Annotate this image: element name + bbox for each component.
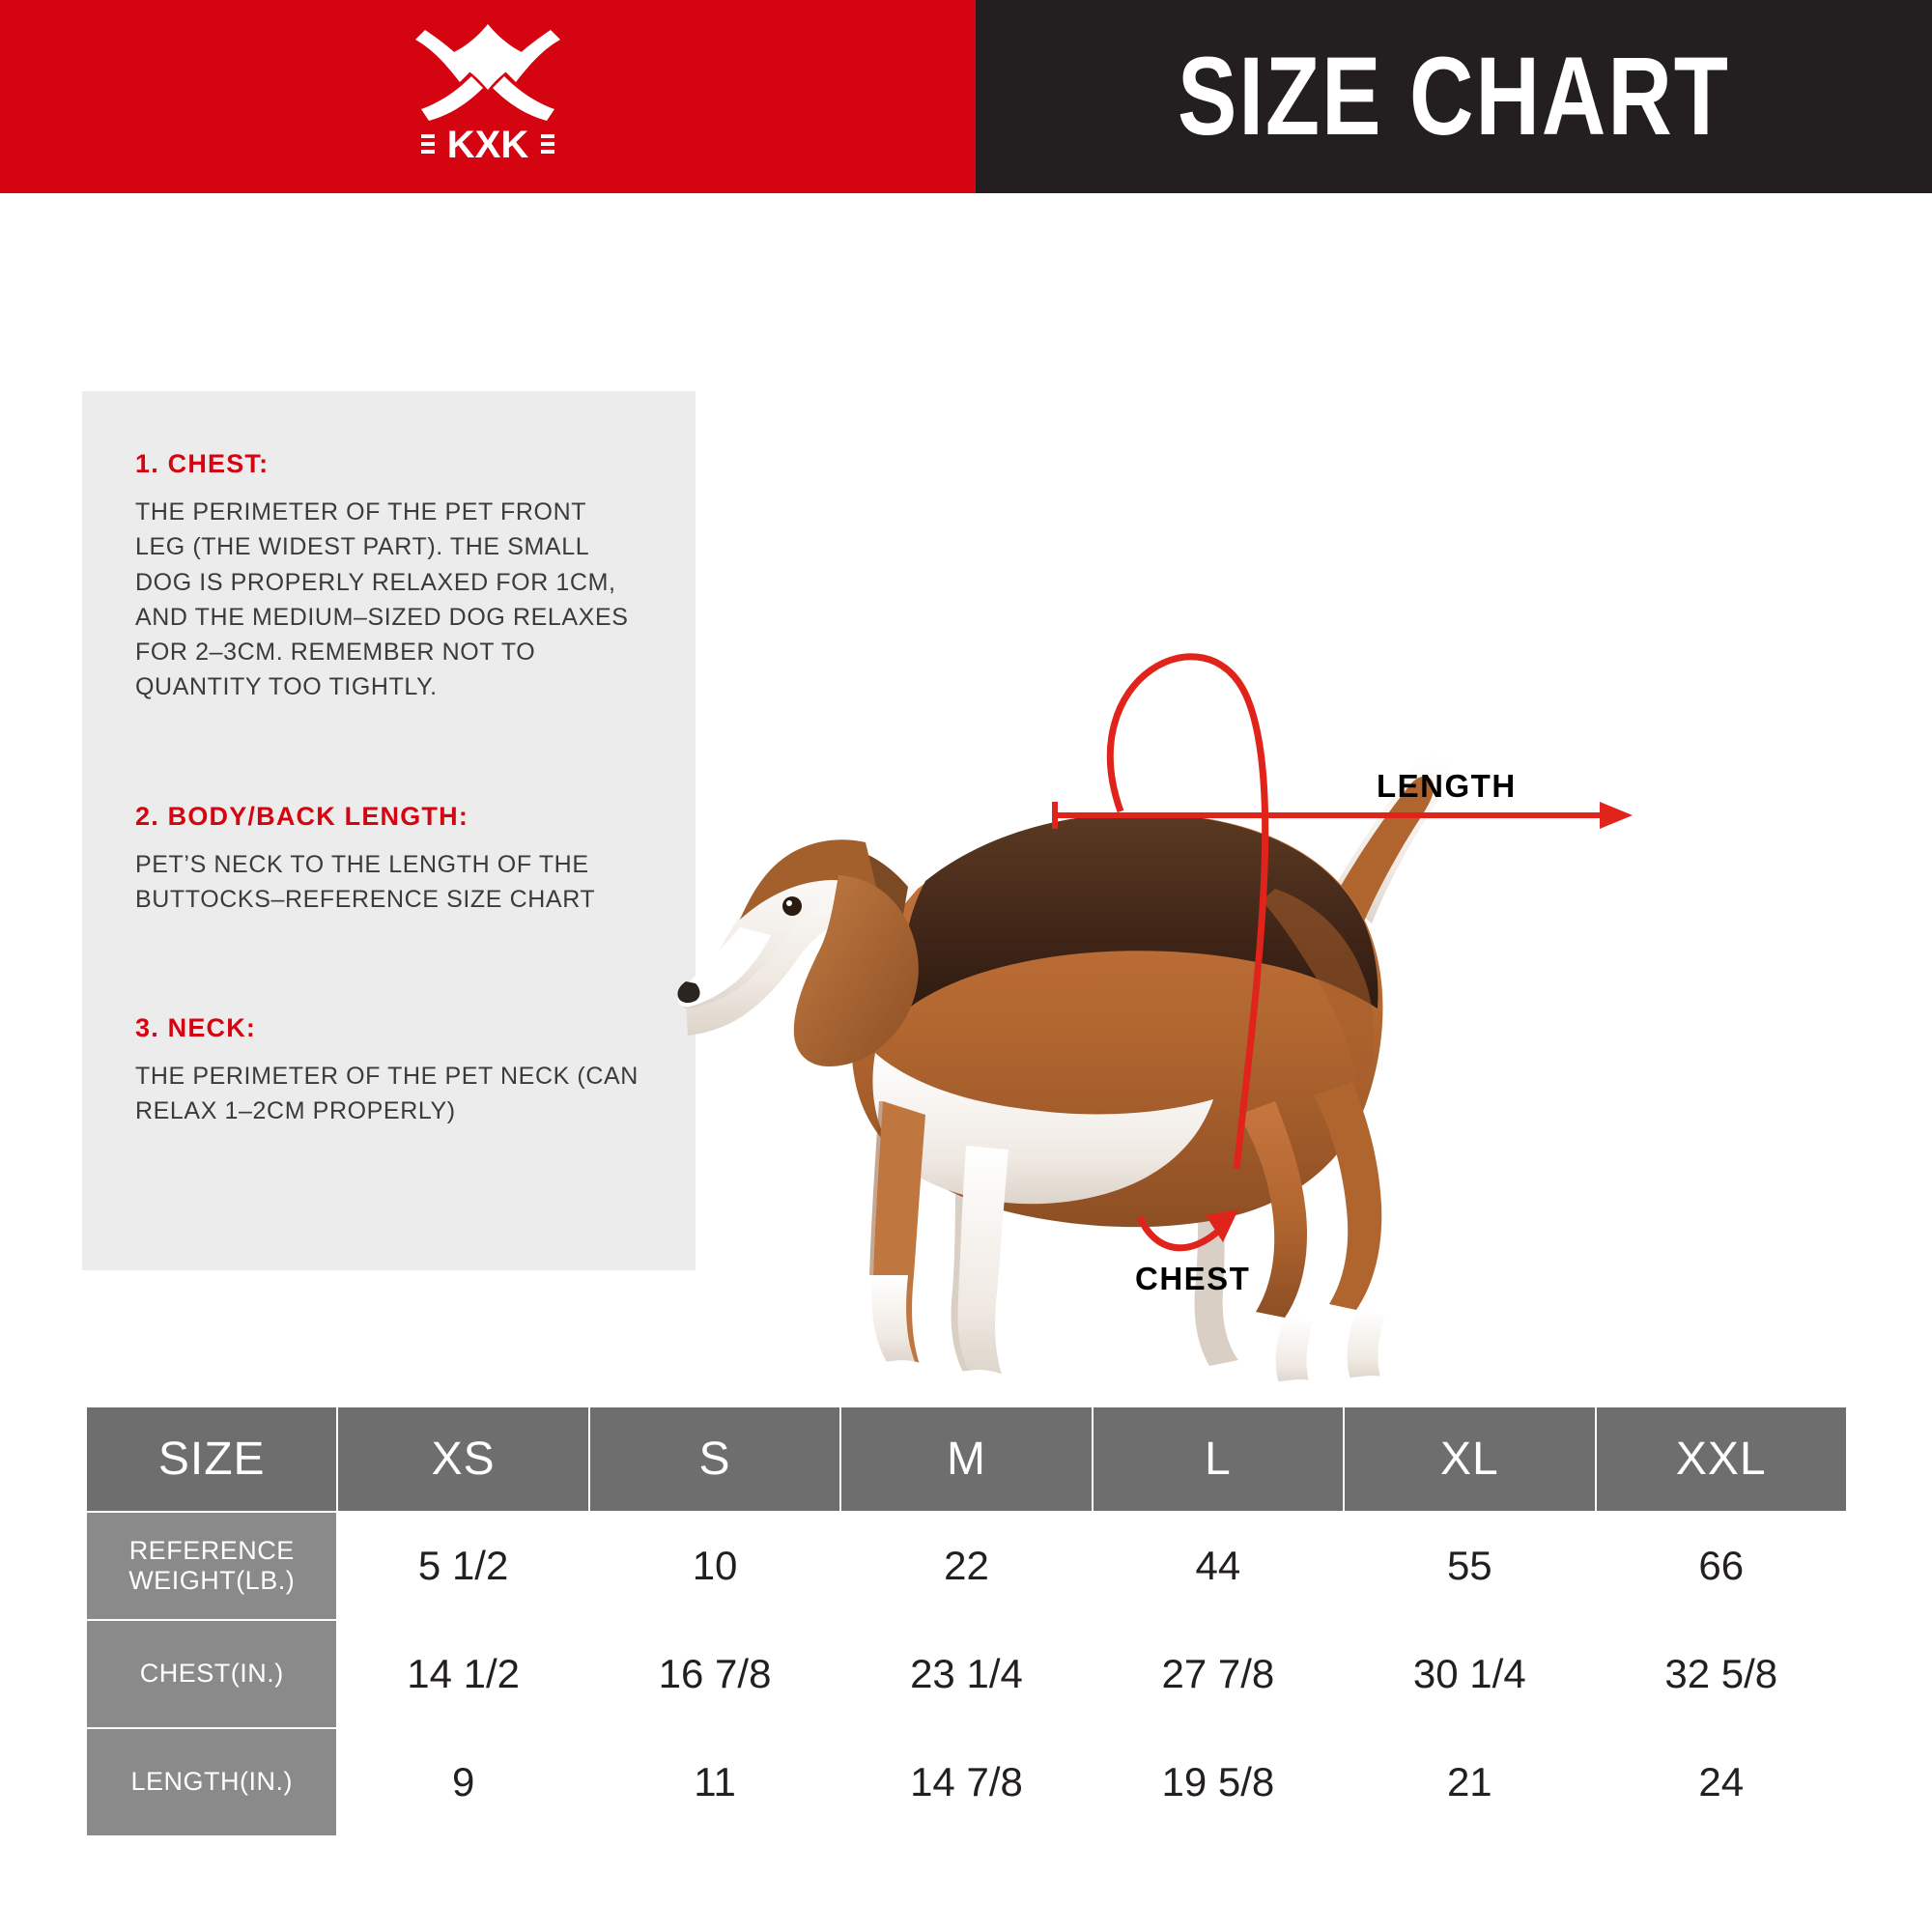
table-header-size: SIZE <box>86 1406 337 1512</box>
cell-chest-xl: 30 1/4 <box>1344 1620 1595 1728</box>
measurement-instructions-panel <box>82 391 696 1270</box>
size-chart-table <box>85 1406 1848 1837</box>
cell-length-xxl: 24 <box>1596 1728 1847 1836</box>
cell-chest-s: 16 7/8 <box>589 1620 840 1728</box>
table-row <box>86 1728 1847 1836</box>
page-header <box>0 0 1932 193</box>
cell-length-xl: 21 <box>1344 1728 1595 1836</box>
table-row <box>86 1512 1847 1620</box>
table-header-row <box>86 1406 1847 1512</box>
row-label-chest: CHEST(IN.) <box>86 1620 337 1728</box>
title-banner <box>976 0 1932 193</box>
table-header-s: S <box>589 1406 840 1512</box>
table-header-l: L <box>1093 1406 1344 1512</box>
dog-illustration <box>676 599 1884 1517</box>
row-label-length: LENGTH(IN.) <box>86 1728 337 1836</box>
cell-weight-xl: 55 <box>1344 1512 1595 1620</box>
page-title: SIZE CHART <box>1178 35 1730 158</box>
instruction-block-chest <box>135 449 642 705</box>
cell-length-s: 11 <box>589 1728 840 1836</box>
kxk-logo-icon <box>367 13 609 182</box>
cell-length-xs: 9 <box>337 1728 588 1836</box>
cell-weight-xs: 5 1/2 <box>337 1512 588 1620</box>
row-label-reference-weight: REFERENCE WEIGHT(LB.) <box>86 1512 337 1620</box>
length-measurement-label: LENGTH <box>1377 768 1517 804</box>
instruction-heading-neck: 3. NECK: <box>135 1013 257 1042</box>
table-header-xs: XS <box>337 1406 588 1512</box>
instruction-block-neck <box>135 1013 642 1129</box>
table-header-xxl: XXL <box>1596 1406 1847 1512</box>
cell-chest-xxl: 32 5/8 <box>1596 1620 1847 1728</box>
cell-chest-l: 27 7/8 <box>1093 1620 1344 1728</box>
svg-text:KXK: KXK <box>446 123 529 166</box>
instruction-text-chest: THE PERIMETER OF THE PET FRONT LEG (THE WIDEST PART). THE SMALL DOG IS PROPERLY RELAXED FOR 1CM, AND THE MEDIUM–SIZED DOG RELAXES FOR 2–3CM. REMEMBER NOT TO QUANTITY TOO TIGHTLY. <box>135 498 629 701</box>
cell-weight-m: 22 <box>840 1512 1092 1620</box>
size-chart-table-wrapper <box>85 1406 1848 1837</box>
cell-length-m: 14 7/8 <box>840 1728 1092 1836</box>
cell-weight-s: 10 <box>589 1512 840 1620</box>
table-header-xl: XL <box>1344 1406 1595 1512</box>
instruction-block-length <box>135 802 642 918</box>
cell-chest-xs: 14 1/2 <box>337 1620 588 1728</box>
cell-length-l: 19 5/8 <box>1093 1728 1344 1836</box>
cell-weight-xxl: 66 <box>1596 1512 1847 1620</box>
instruction-text-length: PET’S NECK TO THE LENGTH OF THE BUTTOCKS–REFERENCE SIZE CHART <box>135 850 596 913</box>
cell-chest-m: 23 1/4 <box>840 1620 1092 1728</box>
table-header-m: M <box>840 1406 1092 1512</box>
instruction-heading-chest: 1. CHEST: <box>135 449 270 478</box>
cell-weight-l: 44 <box>1093 1512 1344 1620</box>
chest-measurement-label: CHEST <box>1135 1261 1251 1296</box>
table-row <box>86 1620 1847 1728</box>
content-area <box>0 193 1932 1391</box>
instruction-heading-length: 2. BODY/BACK LENGTH: <box>135 801 469 831</box>
instruction-text-neck: THE PERIMETER OF THE PET NECK (CAN RELAX 1–2CM PROPERLY) <box>135 1063 639 1125</box>
brand-banner <box>0 0 976 193</box>
